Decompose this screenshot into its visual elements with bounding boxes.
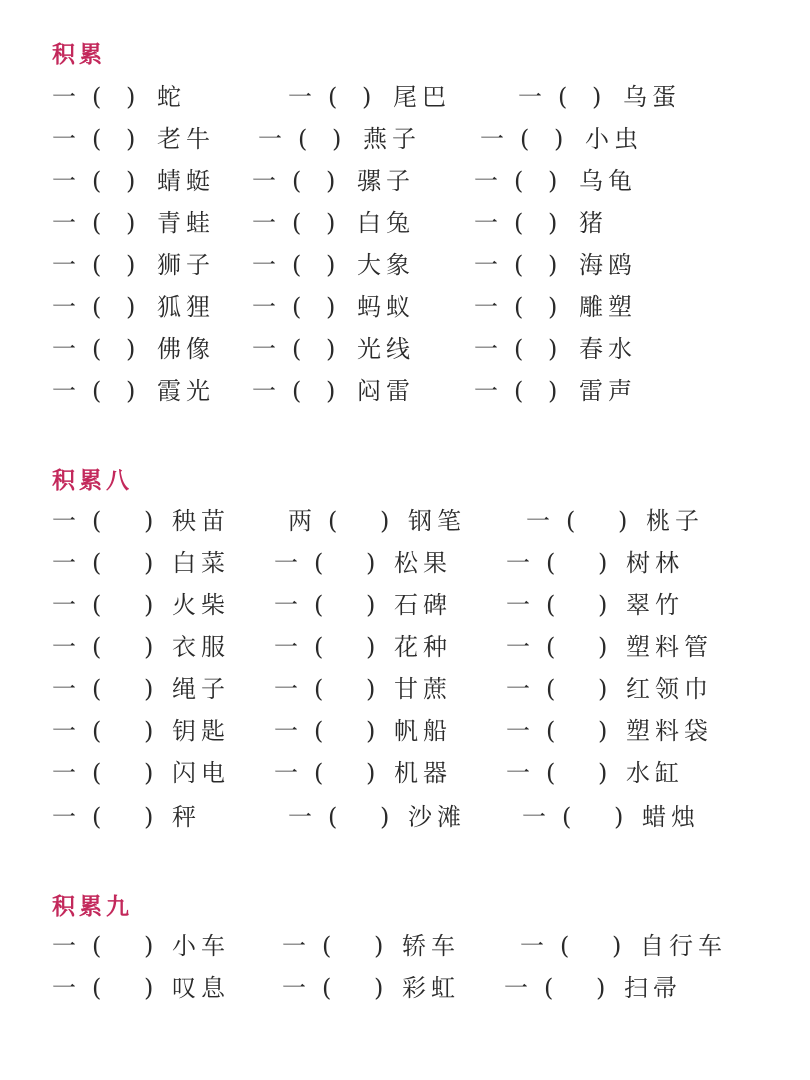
blank-close-paren: )	[144, 549, 154, 577]
blank-open-paren: (	[314, 759, 324, 787]
blank-close-paren: )	[126, 293, 136, 321]
noun-word: 钥匙	[172, 717, 230, 745]
fill-blank-item	[474, 203, 694, 243]
fill-blank-item	[274, 543, 494, 583]
numeral: 一	[252, 167, 276, 195]
fill-blank-item	[274, 711, 494, 751]
blank-open-paren: (	[520, 125, 530, 153]
blank-close-paren: )	[548, 167, 558, 195]
exercise-row	[0, 711, 810, 751]
numeral: 一	[474, 167, 498, 195]
blank-close-paren: )	[144, 591, 154, 619]
blank-open-paren: (	[562, 803, 572, 831]
fill-blank-item	[288, 797, 508, 837]
blank-close-paren: )	[126, 83, 136, 111]
noun-word: 狮子	[157, 251, 215, 279]
blank-open-paren: (	[322, 974, 332, 1002]
blank-open-paren: (	[92, 803, 102, 831]
blank-open-paren: (	[546, 633, 556, 661]
blank-close-paren: )	[598, 549, 608, 577]
noun-word: 自行车	[640, 932, 727, 960]
blank-close-paren: )	[598, 675, 608, 703]
blank-open-paren: (	[314, 675, 324, 703]
numeral: 一	[274, 759, 298, 787]
noun-word: 春水	[579, 335, 637, 363]
numeral: 一	[52, 633, 76, 661]
numeral: 一	[506, 633, 530, 661]
noun-word: 光线	[357, 335, 415, 363]
numeral: 一	[282, 974, 306, 1002]
blank-close-paren: )	[374, 974, 384, 1002]
noun-word: 燕子	[363, 125, 421, 153]
blank-open-paren: (	[558, 83, 568, 111]
fill-blank-item	[506, 585, 726, 625]
fill-blank-item	[52, 203, 272, 243]
exercise-row	[0, 627, 810, 667]
blank-close-paren: )	[366, 633, 376, 661]
exercise-row	[0, 77, 810, 117]
fill-blank-item	[520, 926, 740, 966]
numeral: 一	[52, 251, 76, 279]
fill-blank-item	[52, 926, 272, 966]
blank-open-paren: (	[292, 167, 302, 195]
blank-close-paren: )	[144, 507, 154, 535]
exercise-row	[0, 753, 810, 793]
fill-blank-item	[474, 287, 694, 327]
blank-close-paren: )	[144, 633, 154, 661]
blank-close-paren: )	[374, 932, 384, 960]
noun-word: 青蛙	[157, 209, 215, 237]
blank-close-paren: )	[144, 717, 154, 745]
blank-close-paren: )	[126, 167, 136, 195]
numeral: 一	[52, 83, 76, 111]
numeral: 一	[52, 591, 76, 619]
noun-word: 海鸥	[579, 251, 637, 279]
blank-close-paren: )	[326, 167, 336, 195]
exercise-row	[0, 669, 810, 709]
noun-word: 闷雷	[357, 377, 415, 405]
noun-word: 塑料袋	[626, 717, 713, 745]
blank-close-paren: )	[554, 125, 564, 153]
numeral: 一	[474, 251, 498, 279]
numeral: 一	[288, 83, 312, 111]
blank-close-paren: )	[366, 759, 376, 787]
noun-word: 闪电	[172, 759, 230, 787]
numeral: 一	[522, 803, 546, 831]
fill-blank-item	[506, 627, 726, 667]
blank-close-paren: )	[548, 209, 558, 237]
noun-word: 骡子	[357, 167, 415, 195]
fill-blank-item	[52, 543, 272, 583]
noun-word: 白兔	[357, 209, 415, 237]
blank-open-paren: (	[92, 377, 102, 405]
blank-close-paren: )	[548, 335, 558, 363]
numeral: 一	[52, 125, 76, 153]
blank-close-paren: )	[326, 293, 336, 321]
blank-close-paren: )	[366, 549, 376, 577]
fill-blank-item	[480, 119, 700, 159]
fill-blank-item	[52, 711, 272, 751]
fill-blank-item	[274, 627, 494, 667]
numeral: 一	[474, 293, 498, 321]
numeral: 一	[252, 251, 276, 279]
numeral: 一	[506, 675, 530, 703]
fill-blank-item	[274, 585, 494, 625]
noun-word: 水缸	[626, 759, 684, 787]
numeral: 一	[52, 293, 76, 321]
noun-word: 秧苗	[172, 507, 230, 535]
blank-open-paren: (	[514, 209, 524, 237]
numeral: 一	[474, 209, 498, 237]
numeral: 一	[480, 125, 504, 153]
fill-blank-item	[252, 371, 472, 411]
numeral: 一	[52, 335, 76, 363]
blank-close-paren: )	[144, 759, 154, 787]
noun-word: 甘蔗	[394, 675, 452, 703]
blank-close-paren: )	[380, 803, 390, 831]
blank-close-paren: )	[144, 803, 154, 831]
blank-open-paren: (	[92, 932, 102, 960]
noun-word: 尾巴	[393, 83, 451, 111]
fill-blank-item	[52, 627, 272, 667]
fill-blank-item	[504, 968, 724, 1008]
noun-word: 桃子	[646, 507, 704, 535]
blank-close-paren: )	[362, 83, 372, 111]
blank-open-paren: (	[92, 717, 102, 745]
blank-close-paren: )	[380, 507, 390, 535]
numeral: 一	[252, 293, 276, 321]
noun-word: 花种	[394, 633, 452, 661]
noun-word: 绳子	[172, 675, 230, 703]
noun-word: 红领巾	[626, 675, 713, 703]
blank-open-paren: (	[314, 633, 324, 661]
numeral: 一	[274, 549, 298, 577]
exercise-row	[0, 203, 810, 243]
numeral: 一	[252, 335, 276, 363]
exercise-row	[0, 926, 810, 966]
noun-word: 乌龟	[579, 167, 637, 195]
blank-close-paren: )	[326, 209, 336, 237]
fill-blank-item	[252, 203, 472, 243]
fill-blank-item	[474, 329, 694, 369]
fill-blank-item	[52, 77, 272, 117]
exercise-row	[0, 797, 810, 837]
blank-close-paren: )	[592, 83, 602, 111]
blank-open-paren: (	[92, 675, 102, 703]
exercise-row	[0, 119, 810, 159]
noun-word: 蜻蜓	[157, 167, 215, 195]
blank-open-paren: (	[292, 377, 302, 405]
fill-blank-item	[526, 501, 746, 541]
blank-close-paren: )	[614, 803, 624, 831]
fill-blank-item	[274, 753, 494, 793]
noun-word: 叹息	[172, 974, 230, 1002]
blank-close-paren: )	[126, 251, 136, 279]
numeral: 一	[474, 335, 498, 363]
blank-close-paren: )	[126, 335, 136, 363]
blank-open-paren: (	[92, 293, 102, 321]
noun-word: 蚂蚁	[357, 293, 415, 321]
blank-open-paren: (	[92, 507, 102, 535]
blank-open-paren: (	[546, 591, 556, 619]
fill-blank-item	[252, 245, 472, 285]
blank-open-paren: (	[322, 932, 332, 960]
noun-word: 雷声	[579, 377, 637, 405]
blank-close-paren: )	[548, 293, 558, 321]
blank-close-paren: )	[366, 591, 376, 619]
noun-word: 火柴	[172, 591, 230, 619]
fill-blank-item	[522, 797, 742, 837]
blank-open-paren: (	[514, 251, 524, 279]
numeral: 一	[274, 675, 298, 703]
blank-open-paren: (	[92, 251, 102, 279]
blank-close-paren: )	[326, 377, 336, 405]
numeral: 一	[504, 974, 528, 1002]
exercise-row	[0, 371, 810, 411]
numeral: 一	[274, 717, 298, 745]
numeral: 一	[52, 549, 76, 577]
blank-open-paren: (	[92, 83, 102, 111]
noun-word: 白菜	[172, 549, 230, 577]
blank-close-paren: )	[596, 974, 606, 1002]
noun-word: 沙滩	[408, 803, 466, 831]
numeral: 一	[52, 675, 76, 703]
fill-blank-item	[52, 585, 272, 625]
noun-word: 树林	[626, 549, 684, 577]
blank-close-paren: )	[326, 335, 336, 363]
numeral: 一	[258, 125, 282, 153]
blank-open-paren: (	[328, 83, 338, 111]
numeral: 一	[518, 83, 542, 111]
numeral: 一	[52, 717, 76, 745]
fill-blank-item	[52, 245, 272, 285]
blank-open-paren: (	[514, 377, 524, 405]
blank-close-paren: )	[366, 717, 376, 745]
exercise-row	[0, 287, 810, 327]
fill-blank-item	[52, 797, 272, 837]
blank-close-paren: )	[332, 125, 342, 153]
numeral: 一	[52, 377, 76, 405]
noun-word: 狐狸	[157, 293, 215, 321]
fill-blank-item	[252, 329, 472, 369]
blank-close-paren: )	[598, 759, 608, 787]
numeral: 一	[520, 932, 544, 960]
blank-open-paren: (	[560, 932, 570, 960]
fill-blank-item	[474, 371, 694, 411]
numeral: 一	[52, 974, 76, 1002]
numeral: 一	[474, 377, 498, 405]
noun-word: 轿车	[402, 932, 460, 960]
fill-blank-item	[52, 501, 272, 541]
fill-blank-item	[288, 77, 508, 117]
blank-close-paren: )	[144, 932, 154, 960]
blank-open-paren: (	[544, 974, 554, 1002]
exercise-row	[0, 585, 810, 625]
numeral: 一	[252, 209, 276, 237]
fill-blank-item	[288, 501, 508, 541]
fill-blank-item	[252, 161, 472, 201]
noun-word: 猪	[579, 209, 608, 237]
blank-open-paren: (	[314, 549, 324, 577]
noun-word: 帆船	[394, 717, 452, 745]
fill-blank-item	[52, 371, 272, 411]
blank-open-paren: (	[92, 167, 102, 195]
fill-blank-item	[518, 77, 738, 117]
blank-open-paren: (	[314, 717, 324, 745]
exercise-row	[0, 543, 810, 583]
fill-blank-item	[52, 753, 272, 793]
blank-open-paren: (	[546, 717, 556, 745]
blank-close-paren: )	[548, 251, 558, 279]
fill-blank-item	[506, 669, 726, 709]
numeral: 一	[506, 549, 530, 577]
blank-open-paren: (	[292, 335, 302, 363]
blank-open-paren: (	[298, 125, 308, 153]
fill-blank-item	[52, 161, 272, 201]
noun-word: 翠竹	[626, 591, 684, 619]
blank-close-paren: )	[618, 507, 628, 535]
noun-word: 松果	[394, 549, 452, 577]
numeral: 一	[282, 932, 306, 960]
noun-word: 佛像	[157, 335, 215, 363]
section-title: 积累九	[52, 893, 133, 920]
numeral: 一	[274, 633, 298, 661]
noun-word: 彩虹	[402, 974, 460, 1002]
noun-word: 钢笔	[408, 507, 466, 535]
noun-word: 蛇	[157, 83, 186, 111]
noun-word: 大象	[357, 251, 415, 279]
noun-word: 衣服	[172, 633, 230, 661]
blank-open-paren: (	[546, 759, 556, 787]
blank-close-paren: )	[144, 974, 154, 1002]
blank-open-paren: (	[92, 759, 102, 787]
blank-close-paren: )	[598, 633, 608, 661]
blank-open-paren: (	[566, 507, 576, 535]
blank-close-paren: )	[612, 932, 622, 960]
numeral: 一	[52, 759, 76, 787]
blank-open-paren: (	[92, 335, 102, 363]
fill-blank-item	[282, 968, 502, 1008]
exercise-row	[0, 968, 810, 1008]
numeral: 一	[252, 377, 276, 405]
blank-open-paren: (	[546, 549, 556, 577]
blank-open-paren: (	[92, 125, 102, 153]
fill-blank-item	[52, 968, 272, 1008]
fill-blank-item	[474, 161, 694, 201]
blank-close-paren: )	[126, 125, 136, 153]
blank-open-paren: (	[314, 591, 324, 619]
blank-open-paren: (	[92, 209, 102, 237]
noun-word: 小虫	[585, 125, 643, 153]
noun-word: 小车	[172, 932, 230, 960]
blank-open-paren: (	[514, 335, 524, 363]
blank-close-paren: )	[326, 251, 336, 279]
noun-word: 扫帚	[624, 974, 682, 1002]
blank-close-paren: )	[126, 209, 136, 237]
numeral: 一	[52, 167, 76, 195]
fill-blank-item	[52, 119, 272, 159]
exercise-row	[0, 501, 810, 541]
numeral: 一	[52, 507, 76, 535]
fill-blank-item	[258, 119, 478, 159]
numeral: 一	[288, 803, 312, 831]
blank-open-paren: (	[514, 293, 524, 321]
blank-open-paren: (	[292, 293, 302, 321]
blank-open-paren: (	[92, 974, 102, 1002]
numeral: 一	[52, 209, 76, 237]
section-title: 积累	[52, 41, 106, 68]
blank-close-paren: )	[598, 591, 608, 619]
numeral: 两	[288, 507, 312, 535]
blank-open-paren: (	[292, 209, 302, 237]
blank-close-paren: )	[598, 717, 608, 745]
noun-word: 雕塑	[579, 293, 637, 321]
numeral: 一	[52, 932, 76, 960]
noun-word: 乌蛋	[623, 83, 681, 111]
blank-open-paren: (	[92, 591, 102, 619]
noun-word: 秤	[172, 803, 201, 831]
fill-blank-item	[52, 329, 272, 369]
fill-blank-item	[282, 926, 502, 966]
blank-open-paren: (	[92, 549, 102, 577]
blank-open-paren: (	[92, 633, 102, 661]
exercise-row	[0, 245, 810, 285]
blank-close-paren: )	[548, 377, 558, 405]
blank-close-paren: )	[366, 675, 376, 703]
noun-word: 机器	[394, 759, 452, 787]
section-title: 积累八	[52, 467, 133, 494]
blank-open-paren: (	[292, 251, 302, 279]
fill-blank-item	[52, 287, 272, 327]
fill-blank-item	[474, 245, 694, 285]
numeral: 一	[526, 507, 550, 535]
fill-blank-item	[274, 669, 494, 709]
blank-close-paren: )	[126, 377, 136, 405]
noun-word: 霞光	[157, 377, 215, 405]
fill-blank-item	[52, 669, 272, 709]
blank-open-paren: (	[514, 167, 524, 195]
blank-open-paren: (	[328, 803, 338, 831]
noun-word: 蜡烛	[642, 803, 700, 831]
blank-open-paren: (	[546, 675, 556, 703]
exercise-row	[0, 161, 810, 201]
noun-word: 塑料管	[626, 633, 713, 661]
fill-blank-item	[506, 711, 726, 751]
fill-blank-item	[506, 543, 726, 583]
exercise-row	[0, 329, 810, 369]
noun-word: 石碑	[394, 591, 452, 619]
numeral: 一	[274, 591, 298, 619]
fill-blank-item	[506, 753, 726, 793]
noun-word: 老牛	[157, 125, 215, 153]
numeral: 一	[506, 717, 530, 745]
numeral: 一	[506, 591, 530, 619]
fill-blank-item	[252, 287, 472, 327]
numeral: 一	[506, 759, 530, 787]
blank-open-paren: (	[328, 507, 338, 535]
blank-close-paren: )	[144, 675, 154, 703]
numeral: 一	[52, 803, 76, 831]
